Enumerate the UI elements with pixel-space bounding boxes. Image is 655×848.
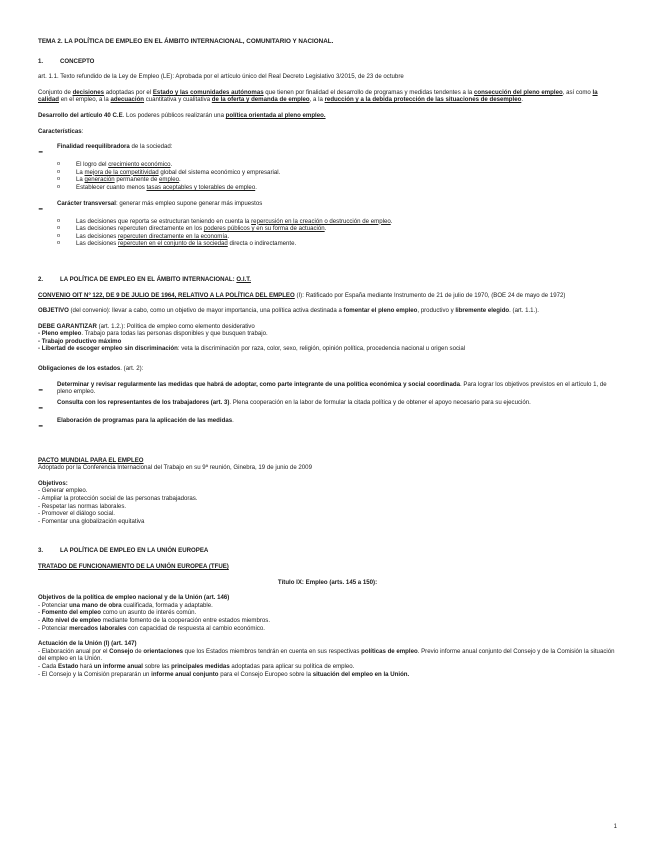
- characteristics-label: Características:: [38, 127, 84, 135]
- list-item: - Potenciar una mano de obra cualificada, formada y adaptable.: [38, 601, 213, 609]
- list-item: - Promover el diálogo social.: [38, 510, 115, 518]
- list-item: - Trabajo productivo máximo: [38, 337, 122, 345]
- actuacion-heading: Actuación de la Unión (I) (art. 147): [38, 640, 137, 648]
- list-item: - Elaboración de programas para la aplicación de las medidas.: [38, 416, 234, 434]
- list-item: o El logro del crecimiento económico.: [57, 161, 173, 169]
- concept-definition: Conjunto de decisiones adoptadas por el Estado y las comunidades autónomas que tienen por finalidad el desarrollo de programas y medidas tendentes a la consecución del pleno empleo, así como la calidad en el empleo, a la adecuación cuantitativa y cualitativa de la oferta y demanda de empleo, a la reducción y a la debida protección de las situaciones de desempleo.: [38, 88, 598, 104]
- list-item: - Generar empleo.: [38, 487, 88, 495]
- objectives-label: Objetivos:: [38, 479, 68, 487]
- section-2-heading: 2. LA POLÍTICA DE EMPLEO EN EL ÁMBITO INTERNACIONAL: O.I.T.: [38, 275, 251, 283]
- list-item: - Libertad de escoger empleo sin discriminación: veta la discriminación por raza, color, sexo, religión, opinión política, procedencia nacional u origen social: [38, 345, 466, 353]
- list-item: - Cada Estado hará un informe anual sobre las principales medidas adoptadas para aplicar su política de empleo.: [38, 662, 355, 670]
- list-item: o Las decisiones repercuten en el conjunto de la sociedad directa o indirectamente.: [57, 240, 297, 248]
- pacto-title: PACTO MUNDIAL PARA EL EMPLEO: [38, 456, 144, 464]
- list-item: o Las decisiones que reporta se estructuran teniendo en cuenta la repercusión en la creación o destrucción de empleo.: [57, 217, 393, 225]
- document-title: TEMA 2. LA POLÍTICA DE EMPLEO EN EL ÁMBITO INTERNACIONAL, COMUNITARIO Y NACIONAL.: [38, 38, 334, 45]
- list-item: - Ampliar la protección social de las personas trabajadoras.: [38, 495, 198, 503]
- objectives-heading: Objetivos de la política de empleo nacional y de la Unión (art. 146): [38, 594, 230, 602]
- list-item: - Consulta con los representantes de los trabajadores (art. 3). Plena cooperación en la labor de formular la citada política y de obtener el apoyo necesario para su ejecución.: [38, 398, 531, 416]
- list-item: - Fomento del empleo como un asunto de interés común.: [38, 609, 197, 617]
- list-item: - Elaboración anual por el Consejo de orientaciones que los Estados miembros tendrán en cuenta en sus respectivas políticas de empleo. Previo informe anual conjunto del Consejo y de la Comisión la situación del empleo en la Unión.: [38, 647, 615, 663]
- list-item: o La mejora de la competitividad global del sistema económico y empresarial.: [57, 168, 281, 176]
- list-item: o Las decisiones repercuten directamente en los poderes públicos y en su forma de actuación.: [57, 225, 327, 233]
- list-item: - Potenciar mercados laborales con capacidad de respuesta al cambio económico.: [38, 624, 265, 632]
- debe-garantizar-heading: DEBE GARANTIZAR (art. 1.2.): Política de empleo como elemento desiderativo: [38, 322, 255, 330]
- section-1-heading: 1. CONCEPTO: [38, 57, 95, 65]
- list-item: - Fomentar una globalización equitativa: [38, 517, 145, 525]
- characteristic-item: - Carácter transversal: generar más empleo supone generar más impuestos: [38, 199, 263, 217]
- page-number: 1: [613, 824, 617, 830]
- objetivo-paragraph: OBJETIVO (del convenio): llevar a cabo, como un objetivo de mayor importancia, una política activa destinada a fomentar el pleno empleo, productivo y libremente elegido. (art. 1.1.).: [38, 307, 539, 315]
- characteristic-item: - Finalidad reequilibradora de la sociedad:: [38, 143, 173, 161]
- tfue-title: TRATADO DE FUNCIONAMIENTO DE LA UNIÓN EUROPEA (TFUE): [38, 563, 229, 570]
- list-item: - Respetar las normas laborales.: [38, 502, 127, 510]
- list-item: - Pleno empleo. Trabajo para todas las personas disponibles y que busquen trabajo.: [38, 330, 268, 338]
- list-item: o Establecer cuanto menos tasas aceptables y tolerables de empleo.: [57, 183, 257, 191]
- list-item: o La generación permanente de empleo.: [57, 176, 181, 184]
- article-40-paragraph: Desarrollo del artículo 40 C.E. Los poderes públicos realizarán una política orientada al pleno empleo.: [38, 111, 326, 119]
- obligations-heading: Obligaciones de los estados. (art. 2):: [38, 365, 144, 373]
- list-item: - Determinar y revisar regularmente las medidas que habrá de adoptar, como parte integrante de una política económica y social coordinada. Para lograr los objetivos previstos en el artículo 1, de pleno empleo.: [38, 380, 607, 398]
- list-item: - El Consejo y la Comisión prepararán un informe anual conjunto para el Consejo Europeo sobre la situación del empleo en la Unión.: [38, 670, 410, 678]
- section-3-heading: 3. LA POLÍTICA DE EMPLEO EN LA UNIÓN EUROPEA: [38, 547, 209, 555]
- titulo-ix: Título IX: Empleo (arts. 145 a 150):: [277, 578, 378, 586]
- concept-article: art. 1.1. Texto refundido de la Ley de Empleo (LE): Aprobada por el artículo único del Real Decreto Legislativo 3/2015, de 23 de octubre: [38, 73, 404, 81]
- list-item: o Las decisiones repercuten directamente en la economía.: [57, 232, 230, 240]
- convenio-paragraph: CONVENIO OIT Nº 122, DE 9 DE JULIO DE 1964, RELATIVO A LA POLÍTICA DEL EMPLEO (I): Ratificado por España mediante Instrumento de 21 de julio de 1970, (BOE 24 de mayo de 1972): [38, 291, 566, 299]
- pacto-subtitle: Adoptado por la Conferencia Internacional del Trabajo en su 9ª reunión, Ginebra, 19 de junio de 2009: [38, 464, 312, 472]
- list-item: - Alto nivel de empleo mediante fomento de la cooperación entre estados miembros.: [38, 616, 271, 624]
